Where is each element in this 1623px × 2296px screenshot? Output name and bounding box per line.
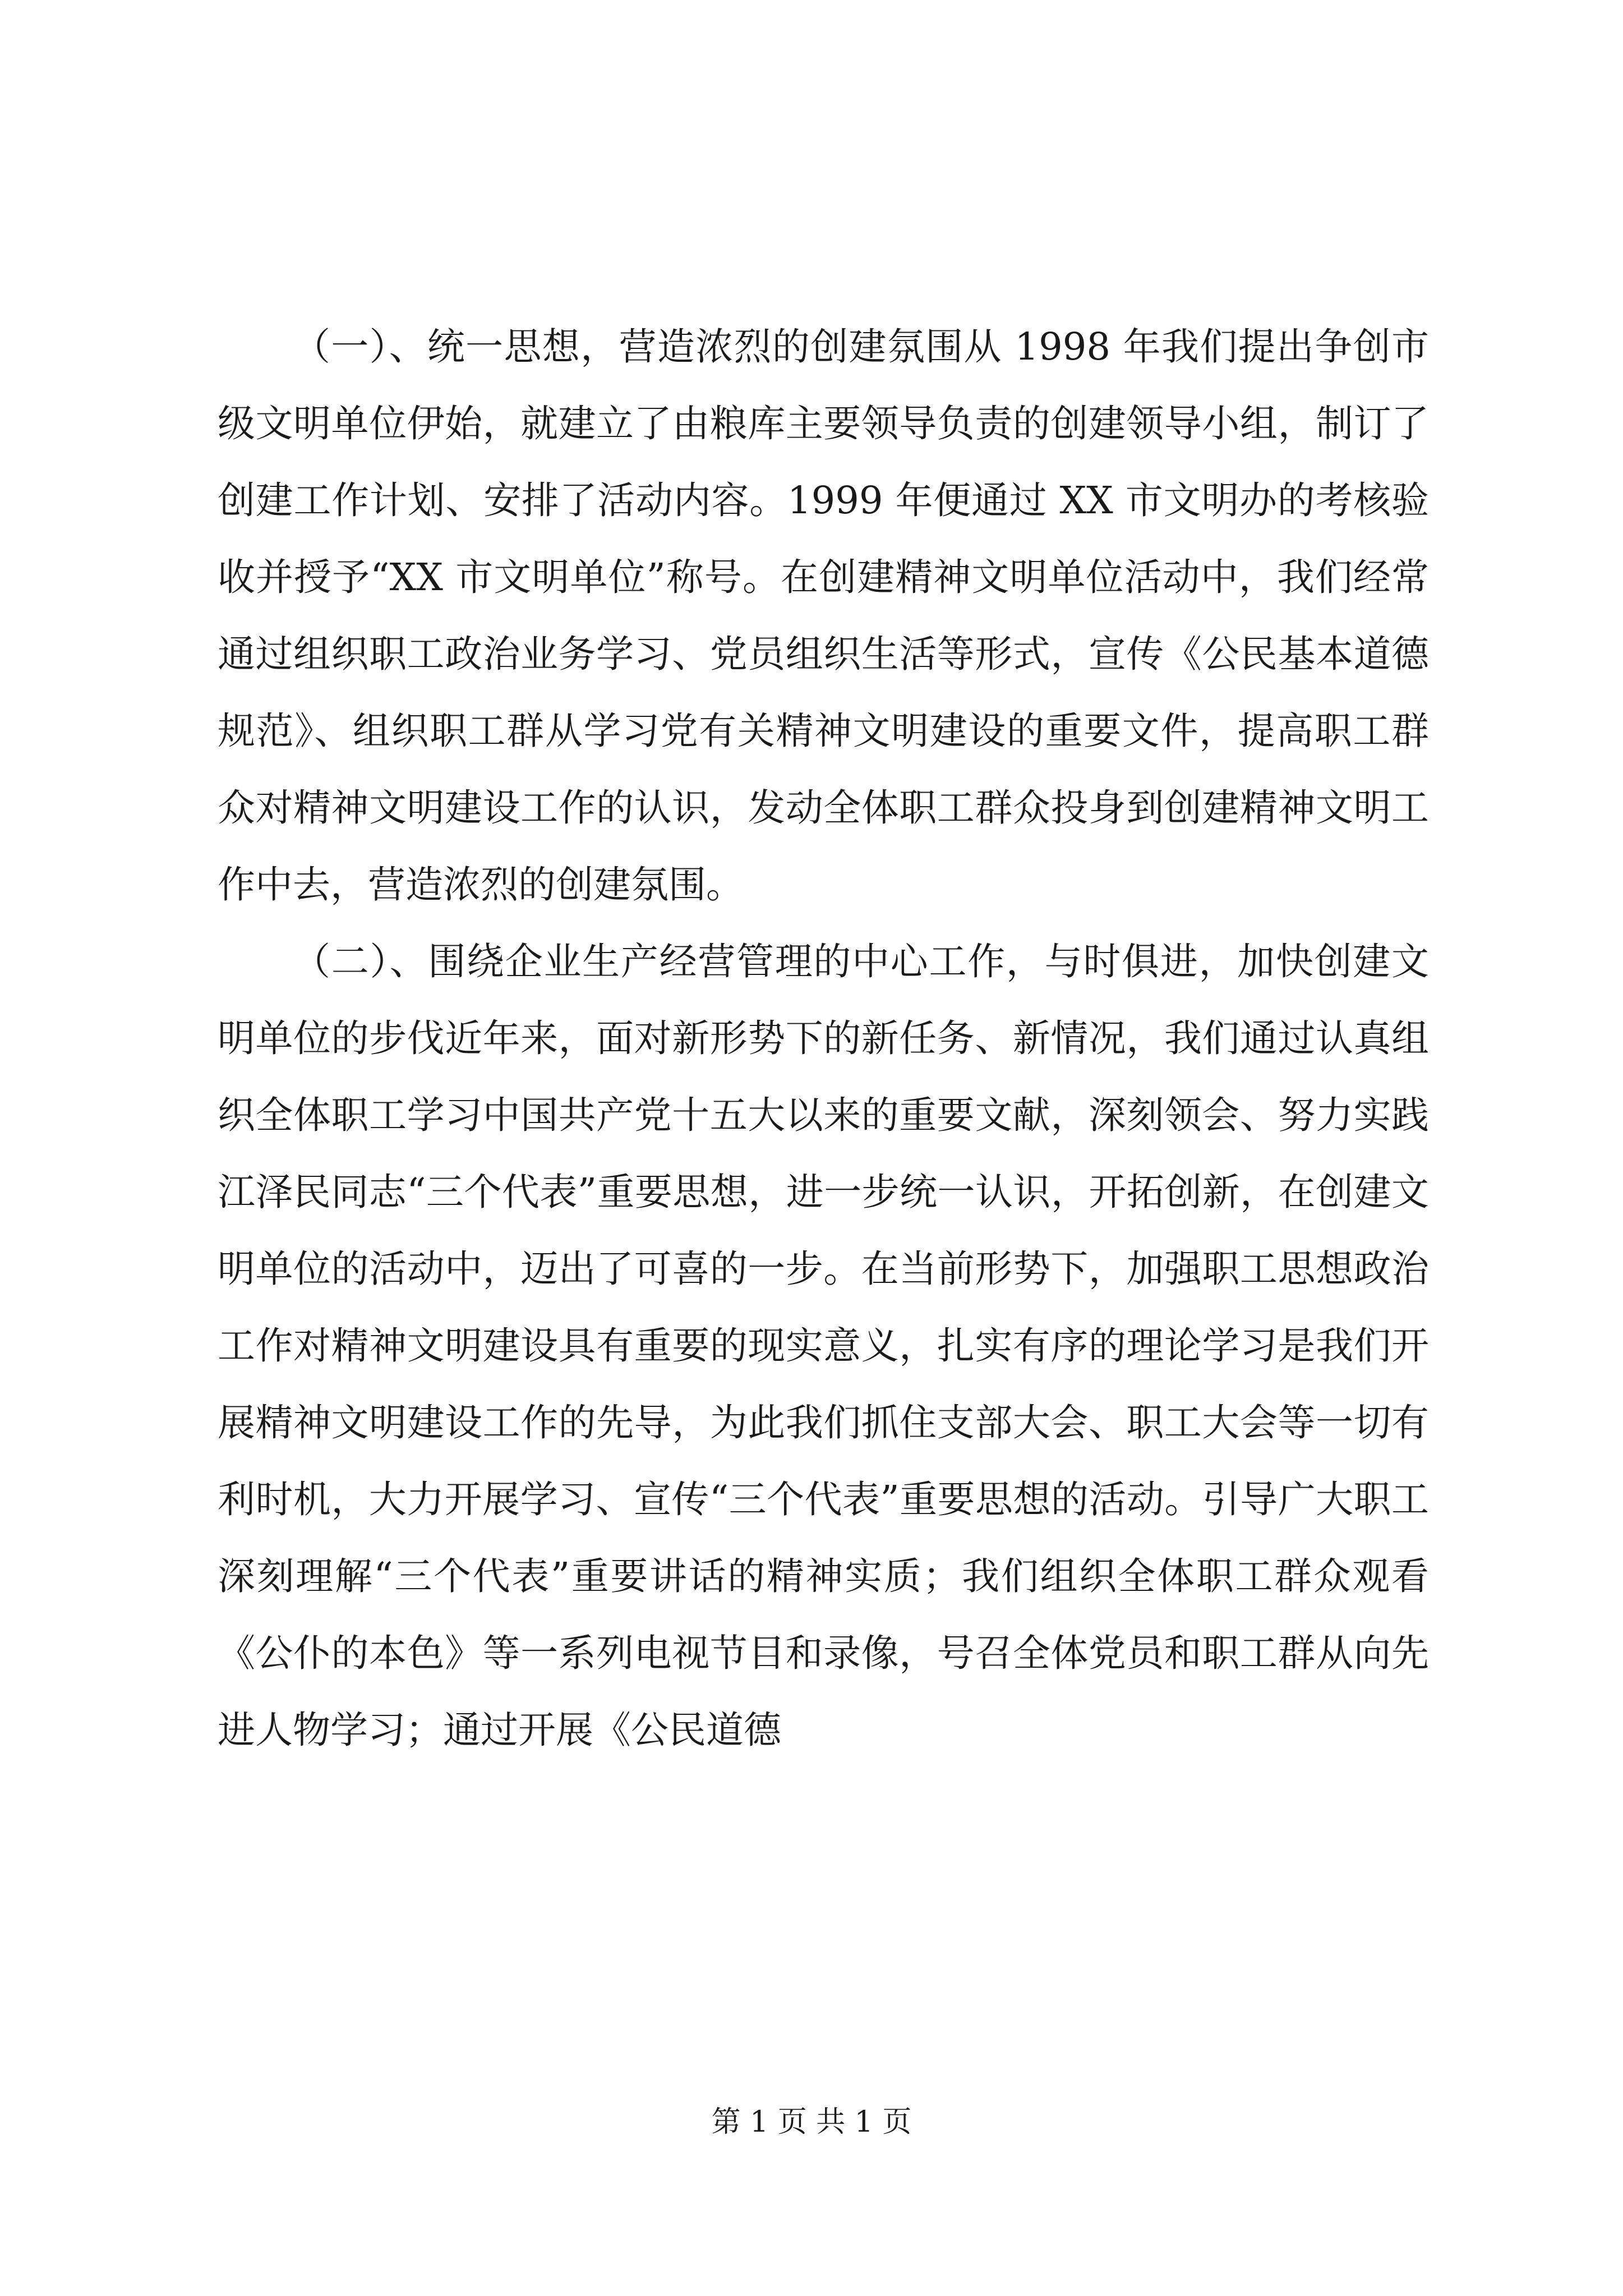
body-text [218, 309, 1429, 1769]
paragraph-2: （二）、围绕企业生产经营管理的中心工作，与时俱进，加快创建文明单位的步伐近年来，面对新形势下的新任务、新情况，我们通过认真组织全体职工学习中国共产党十五大以来的重要文献，深刻领会、努力实践江泽民同志“三个代表”重要思想，进一步统一认识，开拓创新，在创建文明单位的活动中，迈出了可喜的一步。在当前形势下，加强职工思想政治工作对精神文明建设具有重要的现实意义，扎实有序的理论学习是我们开展精神文明建设工作的先导，为此我们抓住支部大会、职工大会等一切有利时机，大力开展学习、宣传“三个代表”重要思想的活动。引导广大职工深刻理解“三个代表”重要讲话的精神实质；我们组织全体职工群众观看《公仆的本色》等一系列电视节目和录像，号召全体党员和职工群从向先进人物学习；通过开展《公民道德 [218, 940, 1429, 1752]
page-footer: 第 1 页 共 1 页 [711, 2105, 912, 2139]
paragraph-1: （一）、统一思想，营造浓烈的创建氛围从 1998 年我们提出争创市级文明单位伊始，就建立了由粮库主要领导负责的创建领导小组，制订了创建工作计划、安排了活动内容。1999 年便通过 XX 市文明办的考核验收并授予“XX 市文明单位”称号。在创建精神文明单位活动中，我们经常通过组织职工政治业务学习、党员组织生活等形式，宣传《公民基本道德规范》、组织职工群从学习党有关精神文明建设的重要文件，提高职工群众对精神文明建设工作的认识，发动全体职工群众投身到创建精神文明工作中去，营造浓烈的创建氛围。 [218, 325, 1429, 907]
